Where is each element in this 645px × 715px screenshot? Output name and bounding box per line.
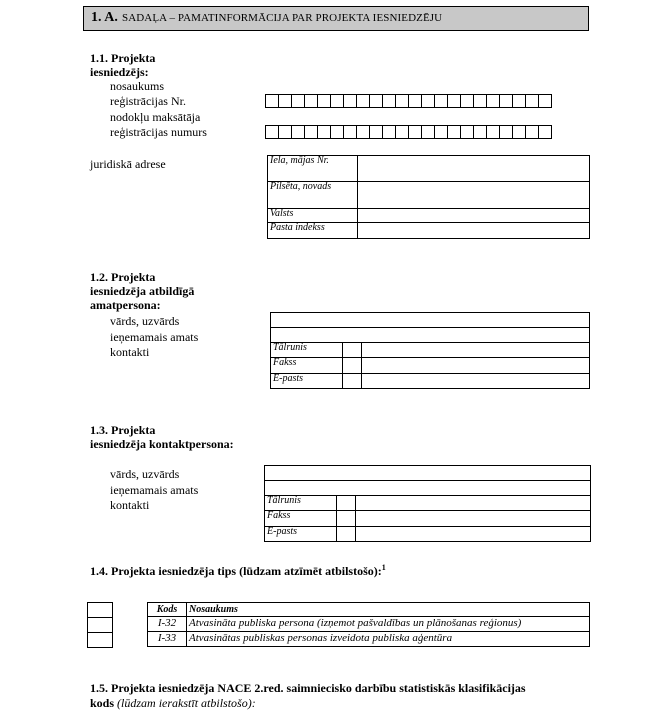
addr-value-postal[interactable]	[358, 223, 590, 239]
addr-label-postal: Pasta indekss	[268, 223, 358, 239]
addr-value-country[interactable]	[358, 209, 590, 223]
s12-title-3: amatpersona:	[90, 298, 161, 312]
s12-title-2: iesniedzēja atbildīgā	[90, 284, 195, 298]
s14-name-i32: Atvasināta publiska persona (izņemot pašvaldības un plānošanas reģionus)	[187, 617, 590, 632]
s12-title-1: 1.2. Projekta	[90, 270, 156, 284]
address-table	[267, 155, 590, 239]
s12-position-input[interactable]	[270, 327, 590, 343]
s15-title-1: 1.5. Projekta iesniedzēja NACE 2.red. saimniecisko darbību statistiskās klasifikācijas	[90, 681, 526, 695]
taxno-input[interactable]	[265, 125, 552, 139]
s13-email-value[interactable]	[356, 527, 591, 542]
s13-fax-value[interactable]	[356, 511, 591, 527]
addr-value-street[interactable]	[358, 156, 590, 182]
addr-label-country: Valsts	[268, 209, 358, 223]
s13-title-1: 1.3. Projekta	[90, 423, 156, 437]
s14-checkbox-column	[87, 602, 113, 648]
s13-email-label: E-pasts	[265, 527, 337, 542]
s11-address-label: juridiskā adrese	[90, 157, 166, 171]
s15-title-2	[90, 696, 256, 710]
s13-name-input[interactable]	[264, 465, 591, 481]
s12-name-input[interactable]	[270, 312, 590, 328]
footnote-ref: 1	[381, 563, 386, 572]
addr-value-city[interactable]	[358, 182, 590, 209]
s14-code-i32: I-32	[148, 617, 187, 632]
s12-name-label: vārds, uzvārds	[110, 314, 180, 328]
s15-instruction: (lūdzam ierakstīt atbilstošo):	[114, 696, 256, 710]
s13-fax-label: Fakss	[265, 511, 337, 527]
s14-type-table	[147, 602, 590, 647]
checkbox-i32[interactable]	[88, 618, 112, 633]
s13-contacts-table	[264, 495, 591, 542]
s13-name-label: vārds, uzvārds	[110, 467, 180, 481]
s11-title-2: iesniedzējs:	[90, 65, 149, 79]
s15-kods: kods	[90, 696, 115, 710]
section-header	[83, 6, 589, 31]
s14-title	[90, 561, 386, 578]
s12-contacts-table	[270, 342, 590, 389]
s12-email-label: E-pasts	[271, 374, 343, 389]
s14-title-text: 1.4. Projekta iesniedzēja tips (lūdzam atzīmēt atbilstošo):	[90, 564, 382, 578]
s12-fax-value[interactable]	[362, 358, 590, 374]
regno-input[interactable]	[265, 94, 552, 108]
s13-title-2: iesniedzēja kontaktpersona:	[90, 437, 234, 451]
section-number: 1. A.	[91, 10, 118, 25]
s12-phone-label: Tālrunis	[271, 343, 343, 358]
s11-title-1: 1.1. Projekta	[90, 51, 156, 65]
s14-name-i33: Atvasinātas publiskas personas izveidota publiska aģentūra	[187, 632, 590, 647]
s12-position-label: ieņemamais amats	[110, 330, 199, 344]
s13-position-input[interactable]	[264, 480, 591, 496]
s14-code-i33: I-33	[148, 632, 187, 647]
s13-phone-label: Tālrunis	[265, 496, 337, 511]
s14-head-code: Kods	[148, 603, 187, 617]
addr-label-city: Pilsēta, novads	[268, 182, 358, 209]
s11-name-label: nosaukums	[110, 79, 164, 93]
s13-phone-value[interactable]	[356, 496, 591, 511]
s14-checkbox-header	[88, 603, 112, 618]
s11-tax-label-1: nodokļu maksātāja	[110, 110, 201, 124]
s14-head-name: Nosaukums	[187, 603, 590, 617]
s13-position-label: ieņemamais amats	[110, 483, 199, 497]
s12-fax-label: Fakss	[271, 358, 343, 374]
checkbox-i33[interactable]	[88, 633, 112, 648]
s12-contacts-label: kontakti	[110, 345, 150, 359]
s11-tax-label-2: reģistrācijas numurs	[110, 125, 207, 139]
s13-contacts-label: kontakti	[110, 498, 150, 512]
s12-phone-value[interactable]	[362, 343, 590, 358]
addr-label-street: Iela, mājas Nr.	[268, 156, 358, 182]
s11-regno-label: reģistrācijas Nr.	[110, 94, 186, 108]
s12-email-value[interactable]	[362, 374, 590, 389]
section-title: SADAĻA – PAMATINFORMĀCIJA PAR PROJEKTA IESNIEDZĒJU	[122, 12, 443, 24]
